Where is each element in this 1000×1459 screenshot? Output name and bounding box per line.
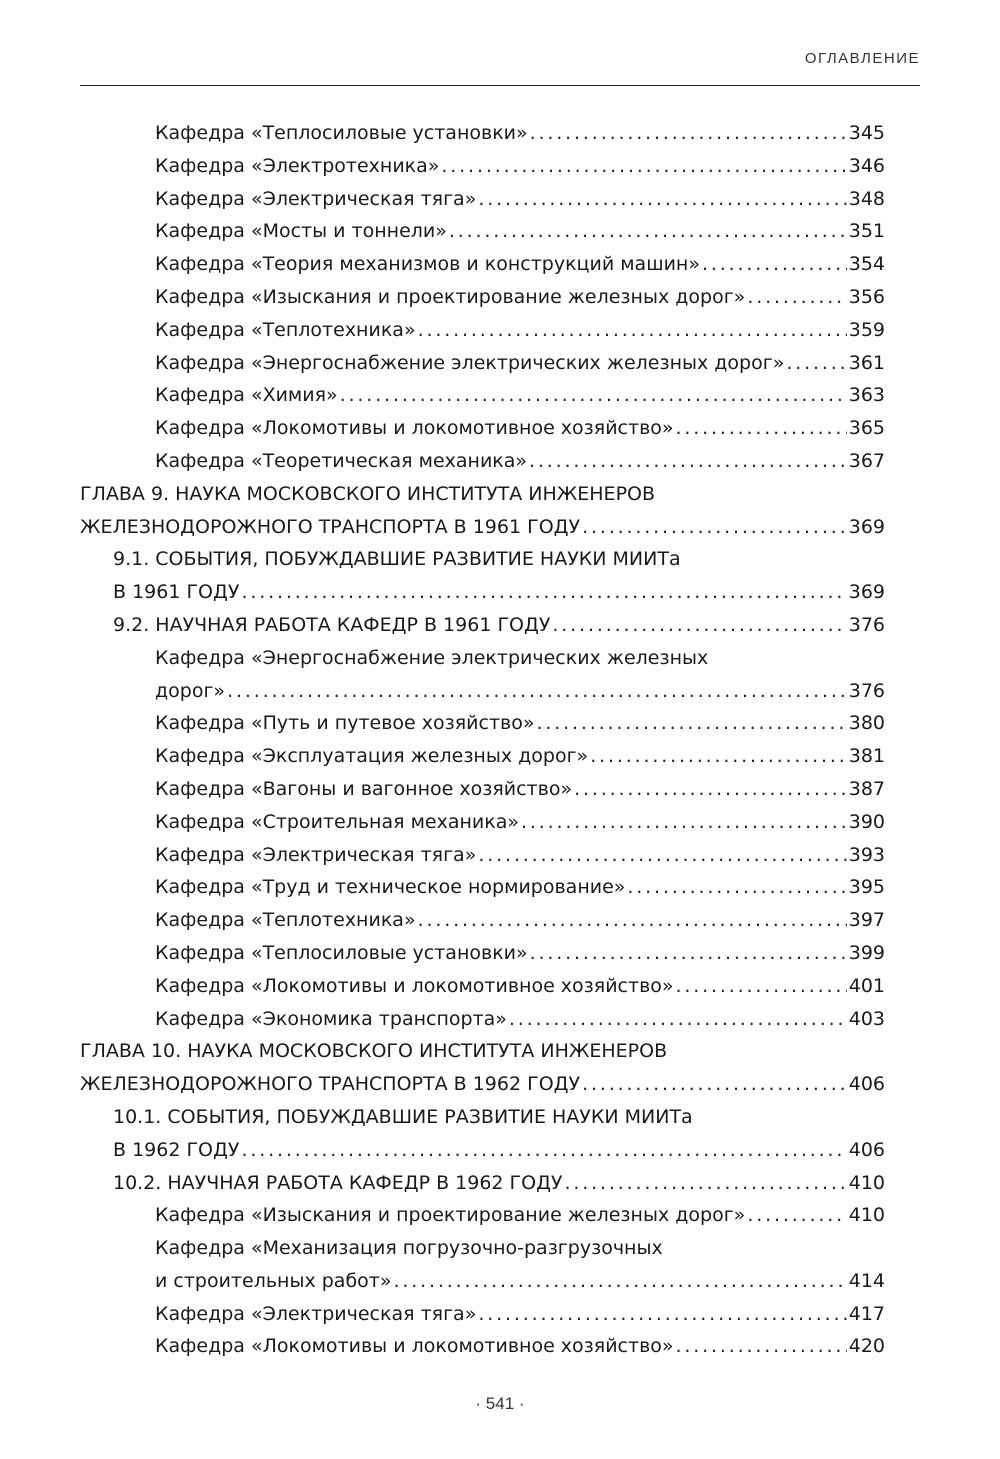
toc-entry bbox=[0, 1232, 1000, 1265]
toc-entry bbox=[0, 215, 1000, 248]
dot-leader bbox=[552, 609, 846, 642]
toc-entry-title: Кафедра «Механизация погрузочно-разгрузочных bbox=[155, 1237, 663, 1260]
toc-entry-page: 346 bbox=[848, 154, 885, 177]
toc-entry-row bbox=[155, 904, 885, 937]
toc-entry bbox=[0, 511, 1000, 544]
toc-entry bbox=[0, 707, 1000, 740]
toc-entry-title: Кафедра «Теплотехника» bbox=[155, 909, 416, 932]
toc-entry-title: Кафедра «Локомотивы и локомотивное хозяйство» bbox=[155, 1335, 674, 1358]
toc-entry-page: 376 bbox=[848, 679, 885, 702]
toc-entry-row bbox=[113, 1101, 885, 1134]
dot-leader bbox=[393, 1265, 846, 1298]
toc-entry-title: Кафедра «Изыскания и проектирование железных дорог» bbox=[155, 285, 746, 308]
toc-entry bbox=[0, 609, 1000, 642]
toc-entry-title: Кафедра «Экономика транспорта» bbox=[155, 1007, 507, 1030]
toc-entry-page: 345 bbox=[848, 122, 885, 144]
toc-entry bbox=[0, 970, 1000, 1003]
toc-entry-title: Кафедра «Теплотехника» bbox=[155, 318, 416, 341]
toc-entry bbox=[0, 904, 1000, 937]
toc-entry bbox=[0, 871, 1000, 904]
toc-entry-title: Кафедра «Локомотивы и локомотивное хозяйство» bbox=[155, 974, 674, 997]
dot-leader bbox=[227, 675, 847, 708]
toc-entry-page: 369 bbox=[848, 515, 885, 538]
dot-leader bbox=[521, 806, 847, 839]
toc-entry-page: 420 bbox=[848, 1335, 885, 1358]
toc-entry-row bbox=[155, 740, 885, 773]
toc-entry-title: Кафедра «Электрическая тяга» bbox=[155, 187, 477, 210]
toc-entry-row bbox=[155, 675, 885, 708]
toc-entry-title: Кафедра «Теоретическая механика» bbox=[155, 449, 528, 472]
dot-leader bbox=[441, 150, 846, 183]
dot-leader bbox=[565, 1167, 847, 1200]
toc-entry-row bbox=[155, 707, 885, 740]
toc-entry-row bbox=[155, 347, 885, 380]
toc-entry bbox=[0, 740, 1000, 773]
dot-leader bbox=[418, 314, 847, 347]
toc-entry bbox=[0, 773, 1000, 806]
toc-entry-row bbox=[155, 1265, 885, 1298]
toc-entry-page: 348 bbox=[848, 187, 885, 210]
toc-entry bbox=[0, 379, 1000, 412]
toc-entry bbox=[0, 478, 1000, 511]
dot-leader bbox=[478, 1298, 846, 1331]
toc-entry bbox=[0, 183, 1000, 216]
toc-entry-page: 369 bbox=[848, 581, 885, 604]
dot-leader bbox=[530, 117, 847, 150]
dot-leader bbox=[529, 445, 847, 478]
toc-entry-row bbox=[155, 412, 885, 445]
dot-leader bbox=[536, 707, 846, 740]
toc-entry bbox=[0, 1199, 1000, 1232]
toc-entry-page: 363 bbox=[848, 384, 885, 407]
toc-entry-title: В 1961 ГОДУ bbox=[113, 581, 240, 604]
toc-entry-row bbox=[80, 1068, 885, 1101]
toc-entry-page: 365 bbox=[848, 417, 885, 440]
toc-entry-row bbox=[155, 117, 885, 150]
toc-entry-row bbox=[80, 511, 885, 544]
dot-leader bbox=[676, 970, 847, 1003]
dot-leader bbox=[241, 1134, 846, 1167]
toc-entry-page: 403 bbox=[848, 1007, 885, 1030]
toc-entry-title: 9.2. НАУЧНАЯ РАБОТА КАФЕДР В 1961 ГОДУ bbox=[113, 613, 551, 636]
toc-entry-row bbox=[155, 642, 885, 675]
dot-leader bbox=[449, 215, 847, 248]
toc-entry-row bbox=[155, 379, 885, 412]
toc-entry-row bbox=[155, 215, 885, 248]
toc-entry bbox=[0, 412, 1000, 445]
toc-entry-title: Кафедра «Эксплуатация железных дорог» bbox=[155, 745, 589, 768]
toc-entry-row bbox=[80, 478, 885, 511]
toc-entry-page: 380 bbox=[848, 712, 885, 735]
toc-entry-row bbox=[80, 1035, 885, 1068]
toc-entry-page: 381 bbox=[848, 745, 885, 768]
toc-entry-row bbox=[155, 1232, 885, 1265]
dot-leader bbox=[530, 937, 847, 970]
toc-entry-page: 354 bbox=[848, 253, 885, 276]
toc-entry-page: 387 bbox=[848, 777, 885, 800]
toc-entry-page: 367 bbox=[848, 449, 885, 472]
dot-leader bbox=[676, 412, 847, 445]
toc-entry-title: Кафедра «Труд и техническое нормирование» bbox=[155, 876, 626, 899]
toc-entry-row bbox=[155, 773, 885, 806]
toc-entry-page: 401 bbox=[848, 974, 885, 997]
toc-entry bbox=[0, 1035, 1000, 1068]
dot-leader bbox=[582, 511, 847, 544]
toc-entry-title: Кафедра «Локомотивы и локомотивное хозяйство» bbox=[155, 417, 674, 440]
dot-leader bbox=[747, 281, 846, 314]
toc-entry-page: 361 bbox=[848, 351, 885, 374]
toc-entry-row bbox=[155, 937, 885, 970]
dot-leader bbox=[509, 1003, 847, 1036]
dot-leader bbox=[786, 347, 846, 380]
toc-entry-title: Кафедра «Строительная механика» bbox=[155, 810, 519, 833]
dot-leader bbox=[574, 773, 847, 806]
toc-entry bbox=[0, 1101, 1000, 1134]
toc-entry-title: и строительных работ» bbox=[155, 1269, 392, 1292]
toc-entry-title: дорог» bbox=[155, 679, 226, 702]
toc-entry-row bbox=[155, 281, 885, 314]
toc-entry-page: 351 bbox=[848, 220, 885, 243]
toc-entry bbox=[0, 839, 1000, 872]
toc-entry-row bbox=[155, 871, 885, 904]
toc-entry-row bbox=[155, 806, 885, 839]
toc-entry-title: Кафедра «Электрическая тяга» bbox=[155, 1302, 477, 1325]
toc-entry-title: Кафедра «Вагоны и вагонное хозяйство» bbox=[155, 777, 573, 800]
toc-entry bbox=[0, 1265, 1000, 1298]
dot-leader bbox=[676, 1330, 847, 1363]
toc-entry-page: 414 bbox=[848, 1269, 885, 1292]
toc-entry-row bbox=[155, 1298, 885, 1331]
toc-entry-title: ЖЕЛЕЗНОДОРОЖНОГО ТРАНСПОРТА В 1962 ГОДУ bbox=[80, 1073, 581, 1096]
toc-entry-row bbox=[155, 1003, 885, 1036]
toc-entry bbox=[0, 281, 1000, 314]
toc-entry bbox=[0, 1330, 1000, 1363]
toc-entry bbox=[0, 150, 1000, 183]
toc-entry-page: 356 bbox=[848, 285, 885, 308]
toc-entry-title: Кафедра «Электрическая тяга» bbox=[155, 843, 477, 866]
toc-entry-row bbox=[113, 1134, 885, 1167]
toc-entry-title: ГЛАВА 10. НАУКА МОСКОВСКОГО ИНСТИТУТА ИНЖЕНЕРОВ bbox=[80, 1040, 668, 1063]
table-of-contents bbox=[0, 117, 1000, 1363]
toc-entry-page: 393 bbox=[848, 843, 885, 866]
toc-entry-title: 10.2. НАУЧНАЯ РАБОТА КАФЕДР В 1962 ГОДУ bbox=[113, 1171, 563, 1194]
toc-entry-row bbox=[155, 839, 885, 872]
toc-entry-page: 410 bbox=[848, 1204, 885, 1227]
toc-entry-row bbox=[155, 1330, 885, 1363]
toc-entry-title: Кафедра «Электротехника» bbox=[155, 154, 440, 177]
toc-entry bbox=[0, 117, 1000, 150]
dot-leader bbox=[590, 740, 847, 773]
toc-entry-title: Кафедра «Мосты и тоннели» bbox=[155, 220, 447, 243]
toc-entry-title: ЖЕЛЕЗНОДОРОЖНОГО ТРАНСПОРТА В 1961 ГОДУ bbox=[80, 515, 581, 538]
toc-entry-title: Кафедра «Изыскания и проектирование железных дорог» bbox=[155, 1204, 746, 1227]
toc-entry-title: Кафедра «Химия» bbox=[155, 384, 338, 407]
toc-entry-title: ГЛАВА 9. НАУКА МОСКОВСКОГО ИНСТИТУТА ИНЖЕНЕРОВ bbox=[80, 482, 656, 505]
dot-leader bbox=[702, 248, 847, 281]
toc-entry-row bbox=[113, 576, 885, 609]
dot-leader bbox=[478, 839, 846, 872]
toc-entry-page: 359 bbox=[848, 318, 885, 341]
toc-entry-title: В 1962 ГОДУ bbox=[113, 1138, 240, 1161]
toc-entry-page: 410 bbox=[848, 1171, 885, 1194]
toc-entry bbox=[0, 675, 1000, 708]
toc-entry-row bbox=[113, 609, 885, 642]
toc-entry bbox=[0, 248, 1000, 281]
toc-entry-page: 399 bbox=[848, 941, 885, 964]
dot-leader bbox=[627, 871, 846, 904]
toc-entry bbox=[0, 1134, 1000, 1167]
toc-entry-title: Кафедра «Путь и путевое хозяйство» bbox=[155, 712, 535, 735]
toc-entry-page: 397 bbox=[848, 909, 885, 932]
toc-entry-row bbox=[155, 248, 885, 281]
dot-leader bbox=[418, 904, 847, 937]
toc-entry-page: 417 bbox=[848, 1302, 885, 1325]
dot-leader bbox=[241, 576, 846, 609]
toc-entry-row bbox=[155, 1199, 885, 1232]
toc-entry bbox=[0, 642, 1000, 675]
page-number: · 541 · bbox=[475, 1394, 525, 1413]
toc-entry-title: Кафедра «Теплосиловые установки» bbox=[155, 941, 528, 964]
toc-entry-page: 390 bbox=[848, 810, 885, 833]
toc-entry bbox=[0, 576, 1000, 609]
toc-entry bbox=[0, 445, 1000, 478]
toc-entry bbox=[0, 806, 1000, 839]
toc-entry bbox=[0, 1003, 1000, 1036]
toc-entry-page: 406 bbox=[848, 1138, 885, 1161]
toc-entry-title: Кафедра «Энергоснабжение электрических железных bbox=[155, 646, 709, 669]
toc-entry-page: 376 bbox=[848, 613, 885, 636]
toc-entry-row bbox=[155, 150, 885, 183]
toc-entry bbox=[0, 937, 1000, 970]
toc-entry-page: 406 bbox=[848, 1073, 885, 1096]
dot-leader bbox=[478, 183, 846, 216]
toc-entry-row bbox=[155, 314, 885, 347]
toc-entry-row bbox=[113, 543, 885, 576]
toc-entry bbox=[0, 1167, 1000, 1200]
toc-entry bbox=[0, 1298, 1000, 1331]
toc-entry bbox=[0, 1068, 1000, 1101]
dot-leader bbox=[340, 379, 847, 412]
toc-entry-row bbox=[113, 1167, 885, 1200]
toc-entry-title: Кафедра «Теплосиловые установки» bbox=[155, 122, 528, 144]
toc-entry bbox=[0, 314, 1000, 347]
toc-entry-page: 395 bbox=[848, 876, 885, 899]
toc-entry-title: Кафедра «Теория механизмов и конструкций машин» bbox=[155, 253, 700, 276]
dot-leader bbox=[747, 1199, 846, 1232]
toc-entry-row bbox=[155, 183, 885, 216]
toc-entry-title: Кафедра «Энергоснабжение электрических железных дорог» bbox=[155, 351, 785, 374]
header-rule bbox=[80, 85, 920, 86]
toc-entry-row bbox=[155, 970, 885, 1003]
toc-entry bbox=[0, 543, 1000, 576]
toc-entry-title: 10.1. СОБЫТИЯ, ПОБУЖДАВШИЕ РАЗВИТИЕ НАУКИ МИИТа bbox=[113, 1105, 693, 1128]
toc-entry-title: 9.1. СОБЫТИЯ, ПОБУЖДАВШИЕ РАЗВИТИЕ НАУКИ МИИТа bbox=[113, 548, 681, 571]
running-head: ОГЛАВЛЕНИЕ bbox=[804, 50, 920, 67]
toc-entry-row bbox=[155, 445, 885, 478]
toc-entry bbox=[0, 347, 1000, 380]
dot-leader bbox=[582, 1068, 847, 1101]
